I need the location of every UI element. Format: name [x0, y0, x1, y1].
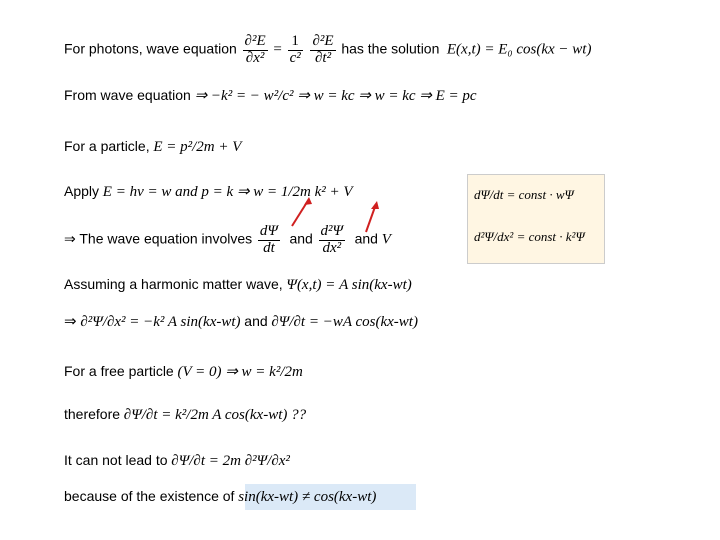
frac-d2E-dt2: $\frac{\text{∂²E}}{\text{∂t²}}$ [312, 33, 334, 66]
text-has-solution: has the solution [341, 40, 440, 57]
frac-d2E-dx2: $\frac{\text{∂²E}}{\text{∂x²}}$ [244, 33, 266, 66]
because-row [64, 488, 376, 506]
text-free-particle: For a free particle [64, 363, 174, 379]
text-photons: For photons, wave equation [64, 40, 237, 57]
therefore-formula: ∂Ψ/∂t = k²/2m A cos(kx-wt) ?? [123, 407, 307, 423]
text-assuming-harmonic: Assuming a harmonic matter wave, [64, 276, 283, 292]
free-particle-row [64, 362, 303, 381]
frac-1-c2: $\frac{1}{\text{c²}}$ [289, 33, 301, 66]
text-therefore: therefore [64, 406, 121, 422]
apply-formula: E = hν = w and p = k ⇒ w = 1/2m k² + V [102, 184, 353, 200]
text-and-1: and [289, 230, 313, 247]
particle-energy-formula: E = p²/2m + V [153, 139, 242, 155]
dispersion-derivation: ⇒ −k² = − w²/c² ⇒ w = kc ⇒ w = kc ⇒ E = pc [194, 88, 477, 104]
text-apply: Apply [64, 183, 100, 199]
box-line-1: dΨ/dt = const · wΨ [474, 187, 574, 202]
box-line-2: d²Ψ/dx² = const · k²Ψ [474, 229, 585, 244]
frac-dPsi-dt: $\frac{d\Psi}{dt}$ [259, 223, 278, 256]
text-from-wave-equation: From wave equation [64, 87, 191, 103]
text-cannot-lead: It can not lead to [64, 452, 168, 468]
second-derivative-x: ∂²Ψ/∂x² = −k² A sin(kx-wt) [80, 314, 241, 330]
first-derivative-t: ∂Ψ/∂t = −wA cos(kx-wt) [271, 314, 418, 330]
harmonic-wave-formula: Ψ(x,t) = A sin(kx-wt) [286, 277, 412, 293]
text-for-a-particle: For a particle, [64, 138, 150, 154]
wave-equation-box [467, 174, 605, 264]
involves-row [64, 224, 391, 257]
text-and-2: and [354, 230, 378, 247]
arrow-head-icon [371, 201, 379, 209]
symbol-V: V [381, 231, 391, 248]
text-and-3: and [244, 313, 268, 329]
frac-d2Psi-dx2: $\frac{\text{d²Ψ}}{\text{dx²}}$ [320, 223, 344, 256]
sin-not-equal-cos: sin(kx-wt) ≠ cos(kx-wt) [238, 489, 377, 505]
text-wave-equation-involves: ⇒ The wave equation involves [64, 230, 253, 247]
free-particle-formula: (V = 0) ⇒ w = k²/2m [177, 364, 303, 380]
therefore-row [64, 406, 306, 424]
text-because: because of the existence of [64, 488, 235, 504]
photon-wave-equation-row: For photons, wave equation $\frac{\text{∂²E}}{\text{∂x²}}$ = $\frac{1}{\text{c²}}$ $\frac{\text{∂²E}}{\text{∂t²}}$ has the solution E(x,t) = E₀ cos(kx − wt) [64, 33, 592, 66]
cannot-lead-row [64, 452, 290, 470]
derivatives-row: ⇒ ∂²Ψ/∂x² = −k² A sin(kx-wt) and ∂Ψ/∂t = −wA cos(kx-wt) [64, 313, 418, 330]
cannot-lead-formula: ∂Ψ/∂t = 2m ∂²Ψ/∂x² [171, 453, 290, 469]
photon-solution: E(x,t) = E₀ cos(kx − wt) [446, 41, 592, 58]
arrow-head-icon [304, 197, 312, 205]
harmonic-wave-row [64, 276, 412, 294]
